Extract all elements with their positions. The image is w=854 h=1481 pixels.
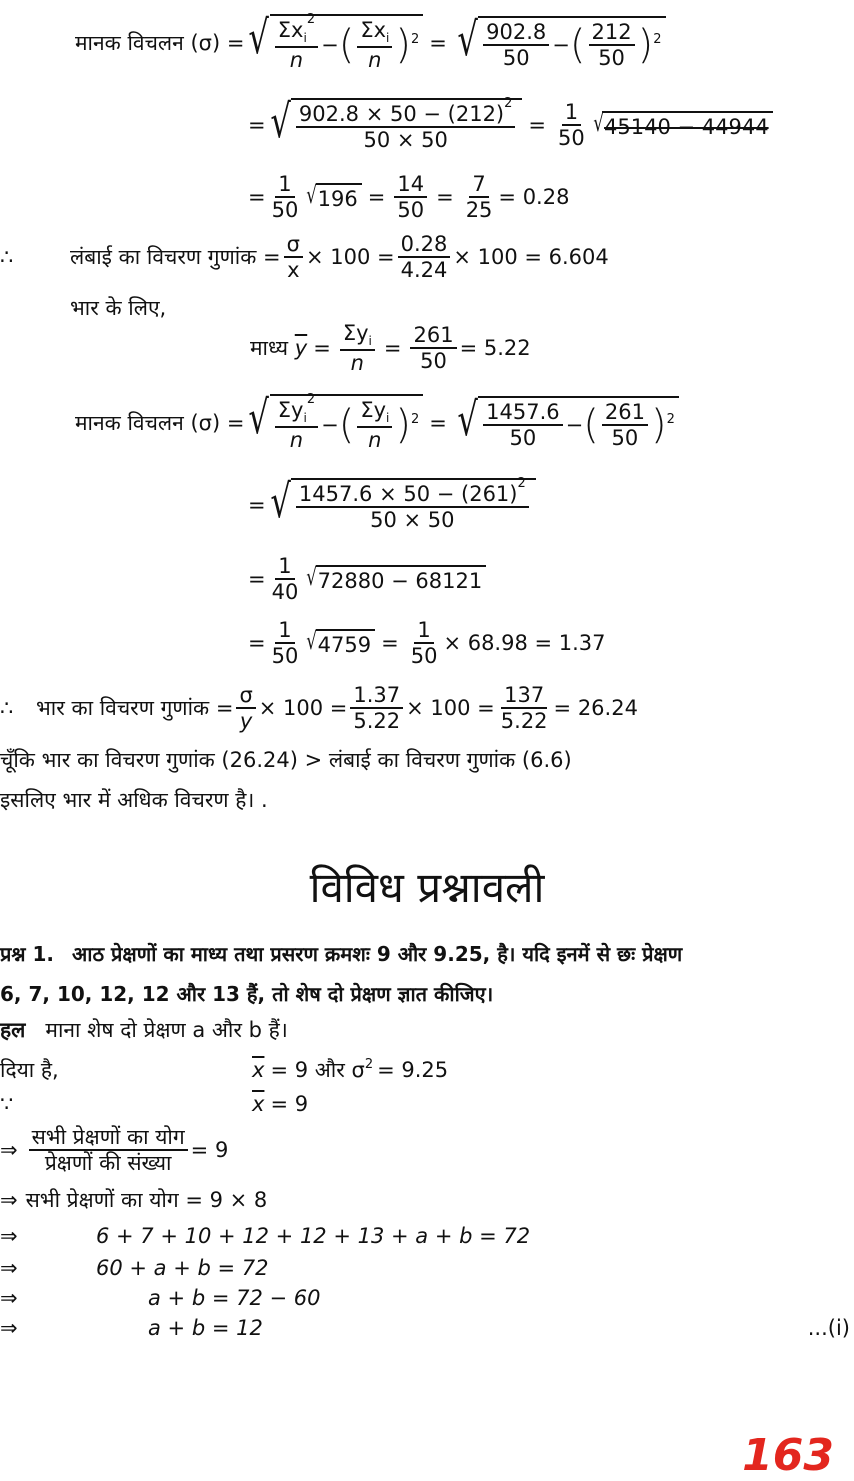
given-line: दिया है, $\overline{x}$ = 9 और σ 2 = 9.25	[0, 1056, 449, 1082]
sd-height-line2: = √ $\frac{902.8 \times 50 - (212)^2}{50 \times 50}$ = $\frac{1}{50}$ √ 45140 − 44944	[248, 90, 773, 160]
cv-height-line: ∴ लंबाई का विचरण गुणांक = $\frac{\sigma}{x}$ × 100 = $\frac{0.28}{4.24}$ × 100 = 6.604	[0, 231, 609, 282]
cv-weight-line: ∴ भार का विचरण गुणांक = $\frac{\sigma}{y}$ × 100 = $\frac{1.37}{5.22}$ × 100 = $\frac{137}{5.22}$ = 26.24	[0, 682, 638, 733]
eq2-line: ⇒ 60 + a + b = 72	[0, 1256, 269, 1280]
eq1-line: ⇒ 6 + 7 + 10 + 12 + 12 + 13 + a + b = 72	[0, 1224, 531, 1248]
question-line1: प्रश्न 1. आठ प्रेक्षणों का माध्य तथा प्रसरण क्रमशः 9 और 9.25, है। यदि इनमें से छः प्रेक्षण	[0, 942, 683, 966]
solution-label: हल	[0, 1018, 26, 1042]
sd-weight-line1: मानक विचलन (σ) = √ $\frac{\Sigma y_i^2}{n}$ − ( $\frac{\Sigma y_i}{n}$ ) 2 = √ $\frac{1457.6}{50}$ − ( $\frac{261}{50}$ ) 2	[75, 388, 679, 458]
weight-mean-line: माध्य $\overline{y}$ = $\frac{\Sigma y_i}{n}$ = $\frac{261}{50}$ = 5.22	[250, 320, 531, 375]
question-label: प्रश्न 1.	[0, 942, 54, 966]
sd-height-line1: मानक विचलन (σ) = √ $\frac{\Sigma x_i^2}{n}$ − ( $\frac{\Sigma x_i}{n}$ ) 2 = √ $\frac{902.8}{50}$ − ( $\frac{212}{50}$ ) 2	[75, 8, 666, 78]
sum-line: ⇒ सभी प्रेक्षणों का योग = 9 × 8	[0, 1188, 268, 1212]
sqrt-expr: √ $\frac{\Sigma x_i^2}{n}$ − ( $\frac{\Sigma x_i}{n}$ ) 2	[244, 14, 423, 72]
because-line: ∵ $\overline{x}$ = 9	[0, 1092, 309, 1116]
conclusion-line2: इसलिए भार में अधिक विचरण है। .	[0, 788, 268, 812]
solution-intro: हल माना शेष दो प्रेक्षण a और b हैं।	[0, 1018, 288, 1042]
page-number: 163	[742, 1430, 834, 1481]
eq4-line: ⇒ a + b = 12 ...(i)	[0, 1316, 850, 1340]
sd-label: मानक विचलन (σ) =	[75, 31, 245, 55]
conclusion-line1: चूँकि भार का विचरण गुणांक (26.24) > लंबाई का विचरण गुणांक (6.6)	[0, 748, 572, 772]
eq3-line: ⇒ a + b = 72 − 60	[0, 1286, 321, 1310]
sd-height-line3: = $\frac{1}{50}$ √ 196 = $\frac{14}{50}$ = $\frac{7}{25}$ = 0.28	[248, 171, 570, 222]
sd-weight-line3: = $\frac{1}{40}$ √ 72880 − 68121	[248, 550, 486, 608]
question-line2: 6, 7, 10, 12, 12 और 13 हैं, तो शेष दो प्रेक्षण ज्ञात कीजिए।	[0, 982, 494, 1006]
section-title: विविध प्रश्नावली	[309, 863, 545, 912]
equation-reference: ...(i)	[807, 1316, 850, 1340]
sd-weight-line2: = √ $\frac{1457.6 \times 50 - (261)^2}{50 \times 50}$	[248, 470, 536, 540]
sd-weight-line4: = $\frac{1}{50}$ √ 4759 = $\frac{1}{50}$ × 68.98 = 1.37	[248, 617, 606, 668]
fraction-line: ⇒ $\frac{\text{सभी प्रेक्षणों का योग}}{\text{प्रेक्षणों की संख्या}}$ = 9	[0, 1124, 229, 1175]
weight-heading: भार के लिए,	[70, 296, 167, 320]
